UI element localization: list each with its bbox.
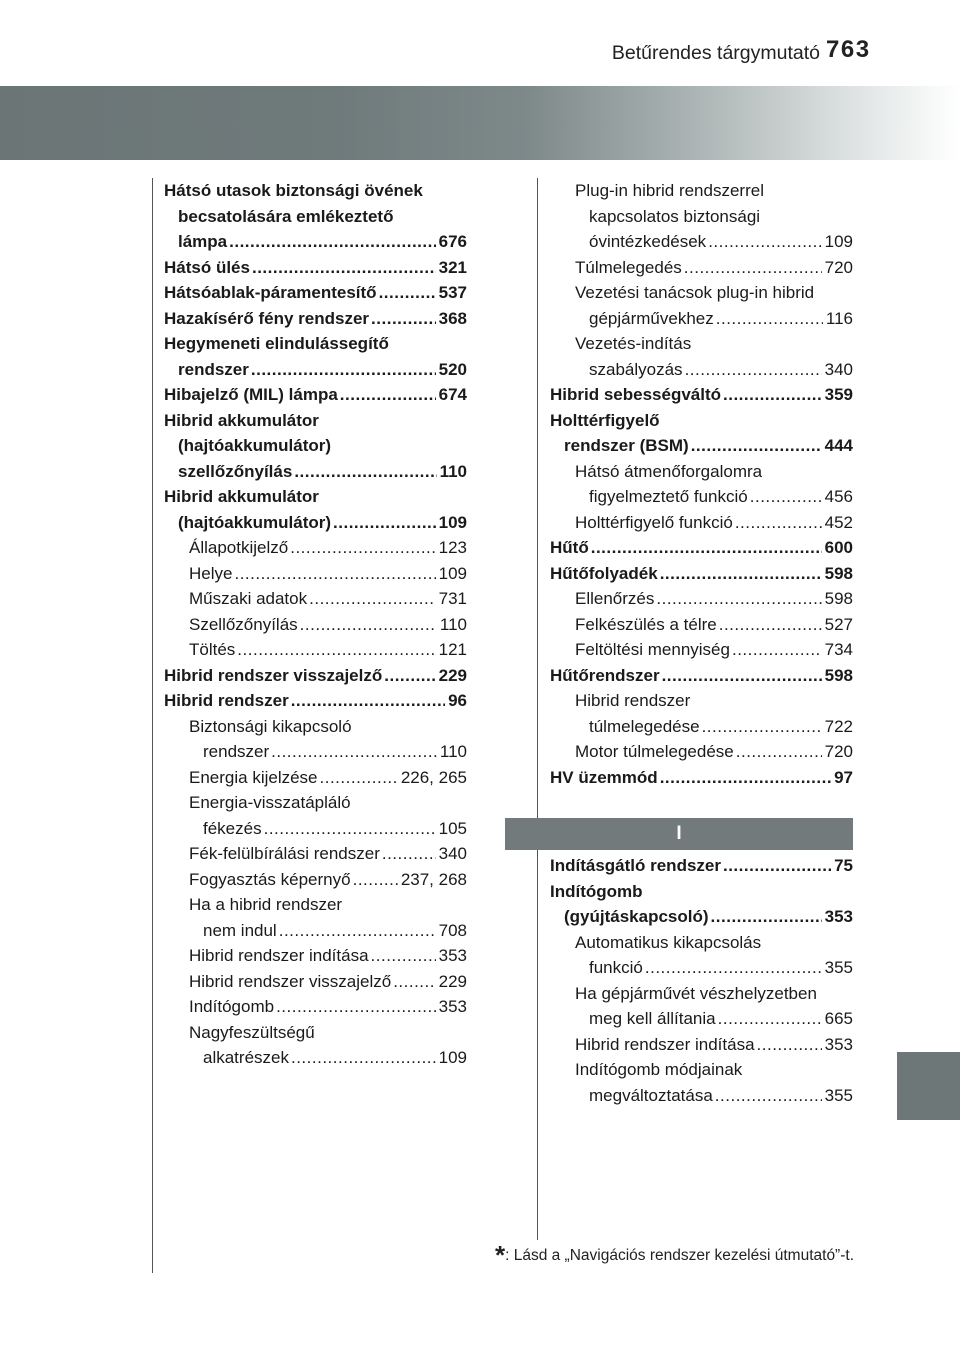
index-entry-text: funkció (589, 958, 643, 977)
index-entry-page: 598 (824, 563, 853, 583)
index-entry-page: 722 (824, 716, 853, 736)
dot-leader (229, 229, 435, 255)
dot-leader (723, 853, 831, 879)
index-entry (550, 586, 853, 612)
footnote-mark: * (494, 1240, 506, 1270)
index-entry-page: 105 (438, 818, 467, 838)
index-entry (550, 561, 853, 587)
index-entry-text: (gyújtáskapcsoló) (564, 907, 709, 926)
index-entry-page: 368 (438, 308, 467, 328)
index-entry (550, 739, 853, 765)
index-entry-text: Indítógomb (550, 881, 643, 901)
index-entry (164, 841, 467, 867)
dot-leader (252, 255, 436, 281)
index-entry (550, 459, 853, 510)
index-entry-text: Hibrid rendszer (164, 691, 289, 710)
index-entry-text: Hűtő (550, 538, 589, 557)
index-entry-text: megváltoztatása (589, 1085, 713, 1105)
index-entry (550, 255, 853, 281)
index-entry-page: 121 (438, 640, 467, 659)
index-entry-text: Töltés (189, 640, 236, 659)
index-entry (164, 178, 467, 255)
dot-leader (379, 280, 436, 306)
index-entry (164, 943, 467, 969)
index-entry-text: Holttérfigyelő (550, 410, 660, 430)
index-entry (550, 663, 853, 689)
dot-leader (718, 1006, 822, 1032)
page-number: 763 (826, 36, 871, 63)
index-entry-text: szabályozás (589, 359, 683, 379)
index-entry-text: Hűtőrendszer (550, 665, 660, 685)
index-entry (550, 535, 853, 561)
index-entry (164, 255, 467, 281)
dot-leader (320, 765, 398, 791)
index-entry (550, 879, 853, 930)
dot-leader (685, 357, 822, 383)
index-entry-text: Ellenőrzés (575, 589, 655, 608)
index-entry-text: kapcsolatos biztonsági (589, 206, 761, 226)
dot-leader (735, 510, 822, 536)
dot-leader (723, 382, 822, 408)
index-entry-text: Feltöltési mennyiség (575, 640, 730, 659)
index-entry-text: lámpa (178, 232, 228, 251)
dot-leader (234, 561, 435, 587)
dot-leader (719, 612, 822, 638)
dot-leader (660, 561, 822, 587)
index-entry-page: 731 (438, 589, 467, 608)
index-entry-page: 110 (439, 461, 467, 481)
index-entry (164, 408, 467, 485)
index-entry (550, 510, 853, 536)
index-entry (550, 688, 853, 739)
index-entry-page: 527 (824, 614, 853, 634)
index-entry-text: Hibrid rendszer indítása (575, 1034, 755, 1054)
index-entry-text: Indítógomb (189, 997, 275, 1016)
index-entry-text: Hibrid rendszer visszajelző (189, 971, 392, 991)
index-entry (164, 306, 467, 332)
dot-leader (276, 994, 436, 1020)
index-entry (164, 765, 467, 791)
index-entry-text: Automatikus kikapcsolás (575, 932, 762, 952)
dot-leader (300, 612, 437, 638)
index-entry-page: 355 (824, 1085, 853, 1105)
dot-leader (382, 841, 436, 867)
index-entry-text: Hibrid akkumulátor (164, 410, 319, 430)
dot-leader (294, 459, 436, 485)
dot-leader (750, 484, 822, 510)
dot-leader (702, 714, 822, 740)
dot-leader (291, 688, 445, 714)
index-entry-page: 321 (438, 257, 467, 277)
footnote-text: : Lásd a „Navigációs rendszer kezelési útmutató”-t. (505, 1247, 854, 1264)
index-entry-text: Ha gépjárművét vészhelyzetben (575, 983, 817, 1003)
index-entry (550, 408, 853, 459)
dot-leader (279, 918, 436, 944)
section-title: Betűrendes tárgymutató (611, 42, 820, 64)
dot-leader (309, 586, 436, 612)
index-entry-page: 97 (834, 767, 853, 787)
index-entry-page: 665 (824, 1009, 853, 1028)
index-entry-page: 109 (438, 512, 467, 532)
dot-leader (716, 306, 823, 332)
index-entry-page: 353 (438, 997, 467, 1016)
index-entry-text: Hibrid rendszer (575, 691, 691, 710)
index-entry-page: 110 (439, 742, 467, 761)
index-entry-page: 676 (438, 232, 467, 251)
index-entry (550, 637, 853, 663)
index-entry (164, 586, 467, 612)
dot-leader (645, 955, 822, 981)
index-entry-text: Indítógomb módjainak (575, 1060, 743, 1079)
index-entry-text: rendszer (BSM) (564, 436, 689, 455)
index-entry (550, 853, 853, 879)
index-entry (164, 867, 467, 893)
index-entry (164, 561, 467, 587)
index-entry-page: 109 (824, 232, 853, 251)
index-entry-page: 229 (438, 665, 467, 685)
index-entry-page: 116 (825, 308, 853, 328)
index-entry-page: 452 (824, 512, 853, 532)
index-entry-page: 734 (824, 640, 853, 659)
index-entry-page: 456 (824, 487, 853, 506)
index-entry-text: Hibrid rendszer visszajelző (164, 665, 383, 685)
index-entry-page: 109 (438, 1048, 467, 1067)
index-entry-page: 123 (438, 538, 467, 557)
index-entry (550, 765, 853, 791)
dot-leader (237, 637, 435, 663)
index-entry-page: 720 (824, 742, 853, 761)
index-entry-text: Hűtőfolyadék (550, 563, 658, 583)
dot-leader (662, 663, 822, 689)
dot-leader (711, 904, 822, 930)
index-entry-text: gépjárművekhez (589, 308, 714, 328)
index-entry-text: Állapotkijelző (189, 538, 289, 557)
index-entry (550, 178, 853, 255)
index-entry-text: Hátsó utasok biztonsági övének (164, 181, 423, 200)
index-entry-page: 520 (438, 359, 467, 379)
index-entry-text: Vezetési tanácsok plug-in hibrid (575, 283, 815, 302)
dot-leader (393, 969, 435, 995)
dot-leader (715, 1083, 822, 1109)
index-entry-text: rendszer (203, 742, 270, 761)
index-entry-page: 708 (438, 920, 467, 940)
index-entry-page: 109 (438, 563, 467, 583)
index-column-left (164, 178, 467, 1071)
index-entry-text: Plug-in hibrid rendszerrel (575, 181, 764, 200)
index-entry-text: Hátsó átmenőforgalomra (575, 461, 763, 481)
index-entry-text: Fogyasztás képernyő (189, 869, 351, 889)
index-entry-page: 75 (834, 856, 853, 875)
index-entry-page: 600 (824, 538, 853, 557)
index-entry (164, 1020, 467, 1071)
index-entry-text: (hajtóakkumulátor) (178, 512, 332, 532)
index-entry (164, 663, 467, 689)
index-entry-page: 720 (824, 257, 853, 277)
index-entry-page: 359 (824, 385, 853, 404)
dot-leader (384, 663, 435, 689)
index-entry-page: 353 (824, 907, 853, 926)
index-entry-text: nem indul (203, 920, 277, 940)
index-entry (550, 612, 853, 638)
index-entry-text: HV üzemmód (550, 767, 658, 787)
index-entry (164, 969, 467, 995)
index-entry-text: Hibrid rendszer indítása (189, 946, 369, 965)
index-entry (164, 994, 467, 1020)
index-entry-page: 237, 268 (400, 869, 467, 889)
dot-leader (251, 357, 436, 383)
index-entry (550, 280, 853, 331)
header-banner (0, 86, 960, 160)
index-entry-page: 226, 265 (400, 767, 467, 787)
index-entry-page: 229 (438, 971, 467, 991)
index-entry-page: 537 (438, 283, 467, 302)
index-entry-text: Felkészülés a télre (575, 614, 717, 634)
index-entry-text: Hibrid akkumulátor (164, 487, 319, 506)
index-entry-page: 353 (438, 946, 467, 965)
index-entry-text: Energia kijelzése (189, 767, 318, 787)
center-column-divider (537, 178, 538, 1240)
index-entry-text: Hibrid sebességváltó (550, 385, 722, 404)
index-entry-text: becsatolására emlékeztető (178, 206, 394, 226)
index-entry-text: Nagyfeszültségű (189, 1022, 315, 1042)
index-entry-text: Ha a hibrid rendszer (189, 895, 343, 914)
index-entry-page: 674 (438, 385, 467, 404)
index-entry (164, 280, 467, 306)
dot-leader (291, 1045, 436, 1071)
dot-leader (708, 229, 821, 255)
index-entry (164, 382, 467, 408)
footnote (440, 1236, 854, 1270)
dot-leader (732, 637, 822, 663)
index-entry-text: Hibajelző (MIL) lámpa (164, 385, 338, 404)
index-entry-text: Holttérfigyelő funkció (575, 512, 733, 532)
index-entry-page: 598 (824, 589, 853, 608)
index-entry (164, 637, 467, 663)
index-entry-text: szellőzőnyílás (178, 461, 293, 481)
index-entry (164, 612, 467, 638)
index-entry-text: fékezés (203, 818, 262, 838)
index-entry-text: túlmelegedése (589, 716, 700, 736)
index-entry-page: 598 (824, 665, 853, 685)
dot-leader (684, 255, 822, 281)
index-column-right-after (550, 853, 853, 1108)
index-entry (164, 892, 467, 943)
index-entry-text: alkatrészek (203, 1048, 289, 1067)
section-letter-bar: I (505, 818, 853, 850)
dot-leader (736, 739, 822, 765)
index-entry-text: Hazakísérő fény rendszer (164, 308, 370, 328)
dot-leader (264, 816, 436, 842)
index-entry (164, 790, 467, 841)
index-entry-text: Hátsóablak-páramentesítő (164, 283, 377, 302)
index-entry-page: 340 (438, 844, 467, 863)
index-column-right (550, 178, 853, 790)
index-entry-text: Hegymeneti elindulássegítő (164, 334, 389, 353)
index-entry-page: 353 (824, 1034, 853, 1054)
index-entry (164, 331, 467, 382)
index-entry-page: 110 (439, 614, 467, 634)
dot-leader (353, 867, 398, 893)
index-entry-text: meg kell állítania (589, 1009, 716, 1028)
index-entry-text: Fék-felülbírálási rendszer (189, 844, 380, 863)
index-entry-text: rendszer (178, 359, 249, 379)
dot-leader (591, 535, 822, 561)
index-entry-text: óvintézkedések (589, 232, 707, 251)
index-entry-text: Hátsó ülés (164, 257, 250, 277)
dot-leader (757, 1032, 822, 1058)
index-entry (550, 930, 853, 981)
index-entry-text: Energia-visszatápláló (189, 793, 351, 812)
index-entry (164, 688, 467, 714)
index-entry-text: figyelmeztető funkció (589, 487, 748, 506)
dot-leader (656, 586, 821, 612)
index-entry (550, 1057, 853, 1108)
index-entry (550, 981, 853, 1032)
index-entry-text: (hajtóakkumulátor) (178, 436, 332, 455)
index-entry-page: 340 (824, 359, 853, 379)
dot-leader (371, 943, 436, 969)
index-entry-page: 355 (824, 958, 853, 977)
dot-leader (660, 765, 831, 791)
index-entry-text: Biztonsági kikapcsoló (189, 716, 352, 736)
dot-leader (290, 535, 435, 561)
index-entry-text: Túlmelegedés (575, 257, 682, 277)
index-entry-text: Szellőzőnyílás (189, 614, 298, 634)
left-column-divider (152, 178, 153, 1273)
dot-leader (691, 433, 822, 459)
index-entry (550, 382, 853, 408)
dot-leader (340, 382, 436, 408)
index-entry-text: Vezetés-indítás (575, 334, 692, 353)
index-entry-text: Műszaki adatok (189, 589, 308, 608)
index-entry-page: 96 (448, 691, 467, 710)
dot-leader (271, 739, 437, 765)
index-entry-page: 444 (824, 436, 853, 455)
chapter-thumb-tab (897, 1052, 960, 1120)
dot-leader (333, 510, 436, 536)
index-entry-text: Helye (189, 563, 233, 583)
index-entry (550, 1032, 853, 1058)
index-entry (164, 714, 467, 765)
index-entry (164, 484, 467, 535)
index-entry-text: Indításgátló rendszer (550, 856, 721, 875)
index-entry (550, 331, 853, 382)
index-entry (164, 535, 467, 561)
dot-leader (371, 306, 436, 332)
index-entry-text: Motor túlmelegedése (575, 742, 734, 761)
